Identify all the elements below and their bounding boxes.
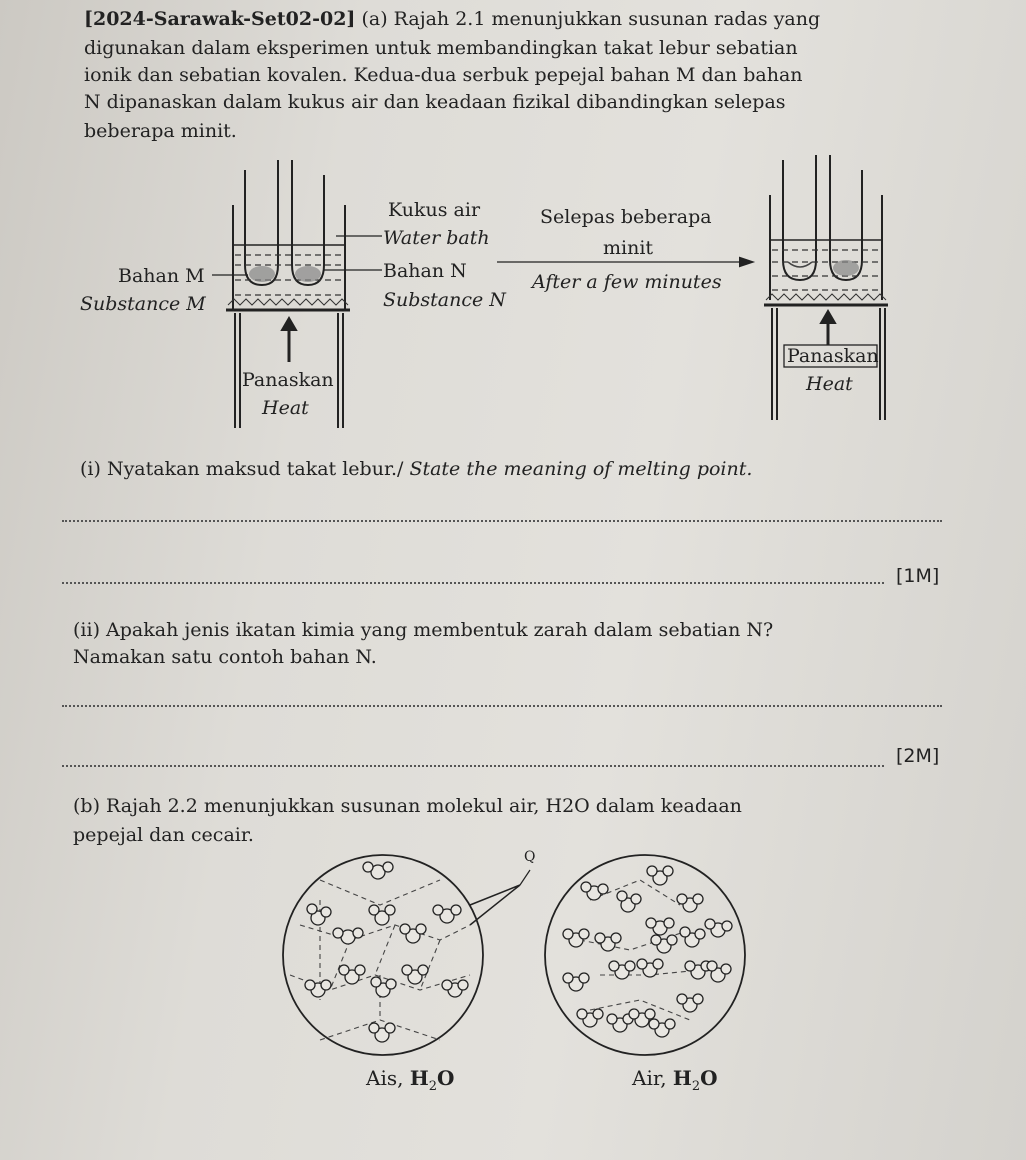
- question-ii-line-2: Namakan satu contoh bahan N.: [73, 646, 377, 668]
- ice-formula-sub: 2: [428, 1079, 438, 1094]
- water-bath-label-en: Water bath: [383, 227, 490, 249]
- question-b-line-1: (b) Rajah 2.2 menunjukkan susunan molekul air, H2O dalam keadaan: [73, 795, 742, 817]
- question-i-text-en: State the meaning of melting point.: [409, 458, 753, 480]
- ice-formula-o: O: [437, 1066, 455, 1090]
- substance-m-label-my: Bahan M: [118, 265, 205, 287]
- question-code: [2024-Sarawak-Set02-02]: [84, 8, 356, 30]
- marker-a: Q: [524, 849, 536, 865]
- heat-label-en: Heat: [262, 397, 309, 419]
- substance-n-label-my: Bahan N: [383, 260, 467, 282]
- heat2-label-en: Heat: [806, 373, 853, 395]
- ice-circle: [283, 855, 483, 1055]
- question-ii-line-1: (ii) Apakah jenis ikatan kimia yang membentuk zarah dalam sebatian N?: [73, 619, 774, 641]
- intro-text-1: (a) Rajah 2.1 menunjukkan susunan radas yang: [361, 8, 821, 30]
- liquid-formula-h: H: [672, 1066, 692, 1090]
- liquid-label: [632, 1067, 718, 1098]
- substance-n-label-en: Substance N: [383, 289, 506, 311]
- after-label-en: After a few minutes: [532, 271, 722, 293]
- intro-line-2: digunakan dalam eksperimen untuk membandingkan takat lebur sebatian: [84, 37, 798, 59]
- question-i-text-my: (i) Nyatakan maksud takat lebur./: [80, 458, 410, 480]
- intro-line-4: N dipanaskan dalam kukus air dan keadaan fizikal dibandingkan selepas: [84, 91, 786, 113]
- liquid-formula-o: O: [700, 1066, 718, 1090]
- ice-label: [366, 1067, 454, 1098]
- marks-i: [1M]: [896, 565, 940, 587]
- liquid-label-word: Air,: [632, 1066, 673, 1090]
- heat2-label-my: Panaskan: [787, 345, 879, 367]
- after-label-my-2: minit: [603, 237, 654, 259]
- liquid-formula-sub: 2: [691, 1079, 701, 1094]
- after-label-my-1: Selepas beberapa: [540, 206, 712, 228]
- ice-label-word: Ais,: [366, 1066, 410, 1090]
- intro-line-3: ionik dan sebatian kovalen. Kedua-dua serbuk pepejal bahan M dan bahan: [84, 64, 803, 86]
- water-bath-label-my: Kukus air: [388, 199, 481, 221]
- heat-label-my: Panaskan: [242, 369, 334, 391]
- intro-line-5: beberapa minit.: [84, 120, 237, 142]
- question-b-line-2: pepejal dan cecair.: [73, 824, 254, 846]
- substance-m-label-en: Substance M: [80, 293, 206, 315]
- marks-ii: [2M]: [896, 745, 940, 767]
- ice-formula-h: H: [409, 1066, 429, 1090]
